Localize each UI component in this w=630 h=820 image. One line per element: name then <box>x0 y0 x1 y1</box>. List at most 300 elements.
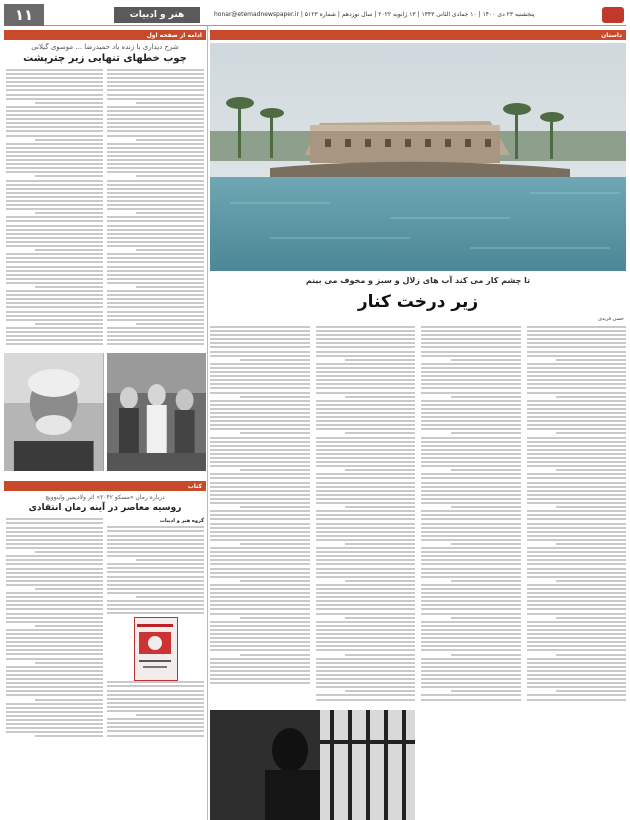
text-line <box>107 294 204 296</box>
text-line <box>421 662 521 664</box>
text-line <box>421 379 521 381</box>
text-line <box>210 428 310 430</box>
text-line <box>210 608 310 610</box>
text-line <box>210 420 310 422</box>
text-line <box>316 477 416 479</box>
text-line <box>316 674 416 676</box>
text-line <box>210 568 310 570</box>
prison-bars-photo <box>210 710 415 820</box>
text-line <box>107 85 204 87</box>
text-line <box>107 155 204 157</box>
text-line <box>316 408 416 410</box>
text-line <box>421 371 521 373</box>
text-line <box>527 584 627 586</box>
text-line <box>421 461 521 463</box>
text-line <box>210 600 310 602</box>
text-line <box>240 359 310 361</box>
text-line <box>6 678 103 680</box>
text-line <box>527 510 627 512</box>
main-story <box>210 30 626 820</box>
text-line <box>556 617 626 619</box>
text-line <box>527 371 627 373</box>
text-line <box>527 518 627 520</box>
text-line <box>345 690 415 692</box>
text-column <box>527 326 627 816</box>
text-line <box>6 555 103 557</box>
text-line <box>421 518 521 520</box>
text-line <box>316 535 416 537</box>
text-line <box>421 592 521 594</box>
text-line <box>421 346 521 348</box>
text-line <box>421 416 521 418</box>
section-tag: هنر و ادبیات <box>114 7 200 23</box>
text-line <box>6 707 103 709</box>
text-line <box>210 563 310 565</box>
text-line <box>316 371 416 373</box>
text-line <box>316 412 416 414</box>
text-line <box>107 253 204 255</box>
text-line <box>527 437 627 439</box>
text-line <box>35 249 103 251</box>
text-line <box>316 346 416 348</box>
text-line <box>527 592 627 594</box>
text-line <box>556 580 626 582</box>
text-line <box>6 584 103 586</box>
text-line <box>35 286 103 288</box>
text-line <box>527 670 627 672</box>
text-line <box>210 461 310 463</box>
text-line <box>316 662 416 664</box>
article-body <box>4 67 206 349</box>
text-line <box>107 94 204 96</box>
text-line <box>421 400 521 402</box>
text-line <box>316 428 416 430</box>
text-line <box>421 608 521 610</box>
text-line <box>6 711 103 713</box>
text-line <box>421 572 521 574</box>
text-line <box>6 294 103 296</box>
text-line <box>210 551 310 553</box>
text-line <box>316 551 416 553</box>
text-line <box>6 547 103 549</box>
text-line <box>6 637 103 639</box>
text-line <box>6 81 103 83</box>
text-line <box>316 342 416 344</box>
text-line <box>210 408 310 410</box>
text-line <box>6 629 103 631</box>
text-line <box>421 551 521 553</box>
text-line <box>107 584 204 586</box>
text-line <box>316 457 416 459</box>
text-line <box>421 445 521 447</box>
text-line <box>345 617 415 619</box>
text-line <box>6 261 103 263</box>
text-line <box>451 396 521 398</box>
text-line <box>421 420 521 422</box>
text-line <box>527 387 627 389</box>
text-line <box>210 383 310 385</box>
text-line <box>136 175 204 177</box>
text-line <box>6 331 103 333</box>
text-line <box>35 588 103 590</box>
text-line <box>421 658 521 660</box>
text-line <box>451 506 521 508</box>
text-line <box>527 424 627 426</box>
text-line <box>421 441 521 443</box>
text-column <box>6 69 103 347</box>
text-line <box>421 686 521 688</box>
text-line <box>527 686 627 688</box>
text-line <box>421 453 521 455</box>
text-column <box>6 518 103 739</box>
text-line <box>421 338 521 340</box>
text-line <box>6 126 103 128</box>
text-line <box>210 645 310 647</box>
text-line <box>107 563 204 565</box>
text-line <box>210 510 310 512</box>
text-line <box>316 420 416 422</box>
text-line <box>107 551 204 553</box>
text-line <box>210 404 310 406</box>
text-line <box>421 449 521 451</box>
text-line <box>107 229 204 231</box>
text-column <box>421 326 521 816</box>
text-line <box>316 531 416 533</box>
text-line <box>421 363 521 365</box>
text-line <box>345 580 415 582</box>
text-line <box>35 699 103 701</box>
text-line <box>107 547 204 549</box>
text-line <box>527 449 627 451</box>
text-line <box>240 432 310 434</box>
text-line <box>210 498 310 500</box>
group-photo <box>107 353 207 471</box>
text-line <box>316 576 416 578</box>
text-line <box>527 572 627 574</box>
text-line <box>6 229 103 231</box>
text-line <box>107 535 204 537</box>
text-line <box>6 216 103 218</box>
text-line <box>527 404 627 406</box>
text-line <box>421 600 521 602</box>
text-line <box>107 290 204 292</box>
text-line <box>316 547 416 549</box>
text-line <box>210 494 310 496</box>
text-line <box>210 375 310 377</box>
text-line <box>6 572 103 574</box>
text-line <box>421 477 521 479</box>
text-line <box>527 502 627 504</box>
text-line <box>6 703 103 705</box>
text-line <box>6 188 103 190</box>
text-line <box>107 237 204 239</box>
text-line <box>107 543 204 545</box>
text-line <box>421 383 521 385</box>
article-body <box>4 516 206 741</box>
text-line <box>107 694 204 696</box>
text-line <box>35 735 103 737</box>
text-line <box>6 89 103 91</box>
text-line <box>316 514 416 516</box>
text-line <box>210 351 310 353</box>
text-line <box>210 674 310 676</box>
text-line <box>210 527 310 529</box>
text-line <box>210 559 310 561</box>
text-line <box>107 192 204 194</box>
text-line <box>316 682 416 684</box>
text-line <box>210 596 310 598</box>
text-line <box>451 654 521 656</box>
text-line <box>421 367 521 369</box>
text-line <box>6 114 103 116</box>
text-line <box>240 396 310 398</box>
text-line <box>451 617 521 619</box>
text-line <box>421 351 521 353</box>
text-line <box>527 355 627 357</box>
text-line <box>107 261 204 263</box>
text-line <box>527 408 627 410</box>
text-line <box>527 342 627 344</box>
text-line <box>316 670 416 672</box>
text-line <box>107 612 204 614</box>
text-line <box>527 576 627 578</box>
text-line <box>316 641 416 643</box>
text-line <box>107 567 204 569</box>
text-line <box>421 387 521 389</box>
text-line <box>107 196 204 198</box>
text-line <box>210 592 310 594</box>
text-line <box>210 535 310 537</box>
text-line <box>6 110 103 112</box>
text-line <box>421 473 521 475</box>
text-line <box>107 339 204 341</box>
text-line <box>316 379 416 381</box>
text-line <box>421 699 521 701</box>
text-line <box>451 469 521 471</box>
text-line <box>421 629 521 631</box>
fortress-photo <box>210 43 626 271</box>
text-line <box>210 367 310 369</box>
text-line <box>6 122 103 124</box>
text-line <box>421 457 521 459</box>
text-line <box>421 621 521 623</box>
text-line <box>345 396 415 398</box>
text-line <box>210 330 310 332</box>
text-line <box>6 343 103 345</box>
text-line <box>136 323 204 325</box>
text-line <box>421 641 521 643</box>
text-line <box>107 604 204 606</box>
text-line <box>421 482 521 484</box>
text-line <box>107 241 204 243</box>
text-line <box>107 200 204 202</box>
text-line <box>421 682 521 684</box>
text-line <box>421 596 521 598</box>
text-line <box>527 600 627 602</box>
text-line <box>421 694 521 696</box>
text-line <box>210 621 310 623</box>
article-header <box>4 40 206 67</box>
text-line <box>136 714 204 716</box>
text-line <box>107 702 204 704</box>
text-line <box>6 77 103 79</box>
text-line <box>316 588 416 590</box>
text-line <box>210 502 310 504</box>
text-line <box>527 625 627 627</box>
text-line <box>6 155 103 157</box>
text-line <box>421 576 521 578</box>
text-line <box>527 523 627 525</box>
text-line <box>210 400 310 402</box>
text-line <box>240 506 310 508</box>
text-line <box>527 547 627 549</box>
text-line <box>107 718 204 720</box>
text-line <box>527 694 627 696</box>
text-line <box>421 326 521 328</box>
text-line <box>316 637 416 639</box>
text-line <box>210 346 310 348</box>
text-line <box>107 735 204 737</box>
photo-row <box>4 353 206 471</box>
text-line <box>421 527 521 529</box>
text-line <box>527 461 627 463</box>
text-line <box>316 633 416 635</box>
text-line <box>345 506 415 508</box>
text-line <box>107 588 204 590</box>
text-line <box>210 678 310 680</box>
text-line <box>107 73 204 75</box>
text-line <box>316 572 416 574</box>
text-line <box>316 351 416 353</box>
text-line <box>527 453 627 455</box>
text-line <box>527 678 627 680</box>
text-line <box>316 678 416 680</box>
text-line <box>451 580 521 582</box>
text-line <box>6 568 103 570</box>
text-line <box>107 216 204 218</box>
text-line <box>107 274 204 276</box>
text-line <box>6 723 103 725</box>
text-line <box>210 355 310 357</box>
text-line <box>107 130 204 132</box>
left-column <box>4 30 206 820</box>
text-line <box>527 490 627 492</box>
text-line <box>527 363 627 365</box>
text-line <box>6 302 103 304</box>
text-line <box>527 658 627 660</box>
text-line <box>316 437 416 439</box>
text-line <box>556 690 626 692</box>
text-line <box>345 543 415 545</box>
text-line <box>35 175 103 177</box>
text-line <box>107 266 204 268</box>
text-line <box>35 625 103 627</box>
text-line <box>316 621 416 623</box>
text-line <box>210 531 310 533</box>
text-line <box>107 706 204 708</box>
text-line <box>6 253 103 255</box>
text-line <box>210 514 310 516</box>
text-line <box>6 621 103 623</box>
text-line <box>6 270 103 272</box>
text-line <box>210 604 310 606</box>
text-line <box>316 527 416 529</box>
text-line <box>107 89 204 91</box>
text-line <box>527 416 627 418</box>
text-line <box>421 625 521 627</box>
text-line <box>107 681 204 683</box>
text-line <box>107 576 204 578</box>
story-byline: حسن فریدی <box>597 316 624 322</box>
text-line <box>107 710 204 712</box>
text-line <box>6 85 103 87</box>
text-line <box>107 315 204 317</box>
text-line <box>316 490 416 492</box>
book-cover <box>134 617 178 681</box>
text-line <box>210 625 310 627</box>
text-line <box>345 654 415 656</box>
text-line <box>316 600 416 602</box>
text-line <box>316 486 416 488</box>
text-line <box>6 171 103 173</box>
text-line <box>527 486 627 488</box>
text-line <box>421 523 521 525</box>
text-line <box>316 629 416 631</box>
text-line <box>527 498 627 500</box>
text-line <box>527 568 627 570</box>
text-line <box>556 396 626 398</box>
text-line <box>107 592 204 594</box>
text-line <box>210 588 310 590</box>
text-line <box>316 400 416 402</box>
text-line <box>421 568 521 570</box>
text-line <box>421 559 521 561</box>
story-kicker: تا چشم کار می کند آب های زلال و سبز و مخوف می بینم <box>305 276 531 285</box>
text-line <box>6 600 103 602</box>
text-line <box>527 465 627 467</box>
text-line <box>210 477 310 479</box>
text-line <box>6 608 103 610</box>
text-line <box>6 694 103 696</box>
text-line <box>421 392 521 394</box>
text-line <box>210 584 310 586</box>
text-line <box>210 449 310 451</box>
text-line <box>107 225 204 227</box>
text-line <box>107 319 204 321</box>
text-line <box>107 171 204 173</box>
text-line <box>556 506 626 508</box>
text-line <box>6 257 103 259</box>
text-line <box>210 326 310 328</box>
text-line <box>107 126 204 128</box>
text-line <box>6 245 103 247</box>
text-line <box>316 482 416 484</box>
text-line <box>556 359 626 361</box>
text-line <box>6 184 103 186</box>
text-line <box>527 539 627 541</box>
text-line <box>210 682 310 684</box>
text-line <box>556 543 626 545</box>
text-line <box>6 531 103 533</box>
text-line <box>107 282 204 284</box>
text-line <box>527 367 627 369</box>
text-line <box>107 331 204 333</box>
text-line <box>316 494 416 496</box>
story-band: داستان <box>210 30 626 40</box>
text-line <box>107 204 204 206</box>
text-line <box>6 653 103 655</box>
text-line <box>527 666 627 668</box>
